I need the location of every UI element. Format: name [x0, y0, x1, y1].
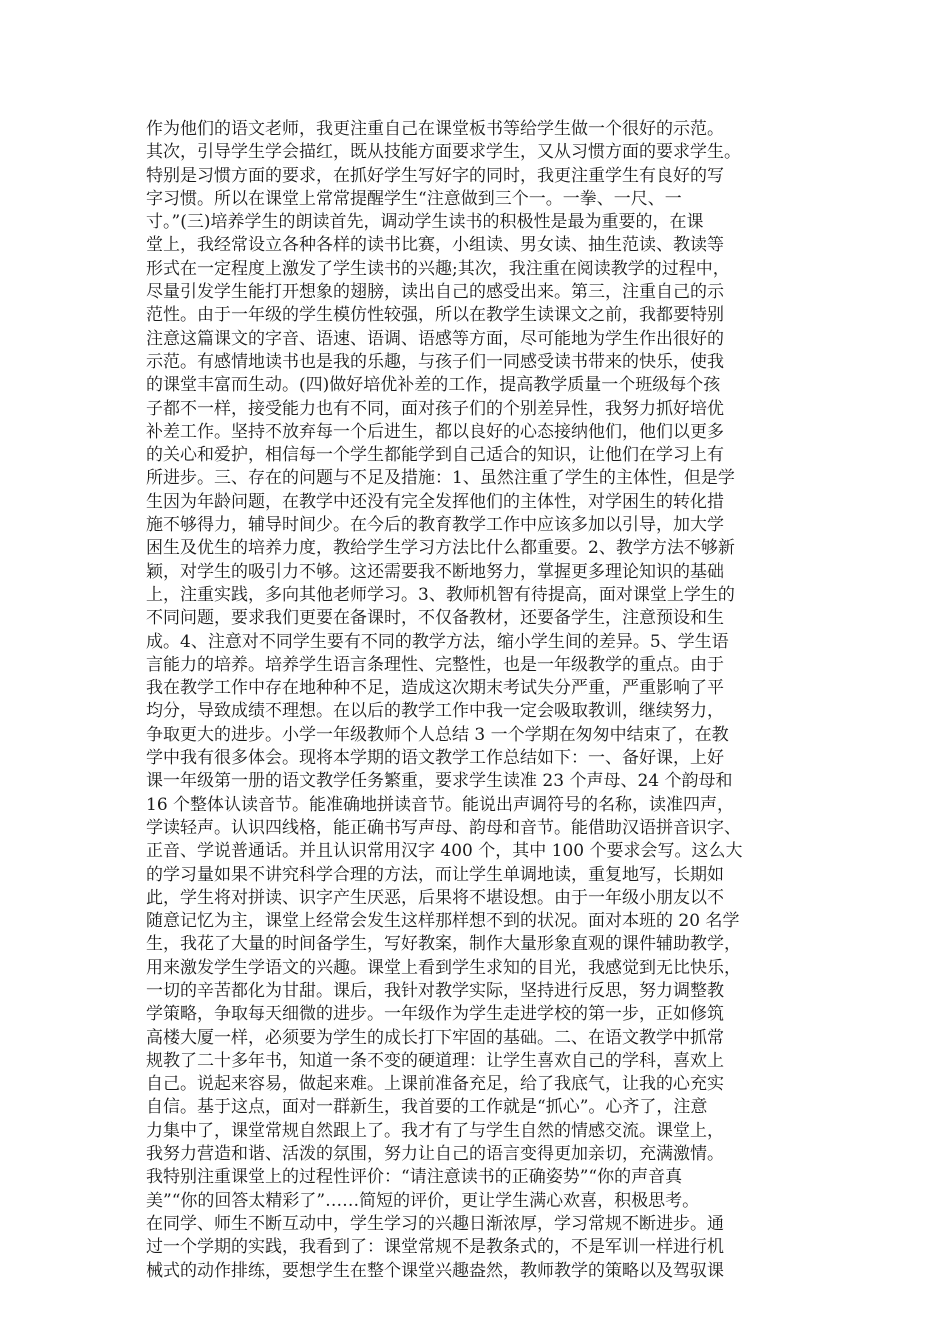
text-line: 补差工作。坚持不放弃每一个后进生，都以良好的心态接纳他们，他们以更多 [146, 421, 724, 442]
text-line: 其次，引导学生学会描红，既从技能方面要求学生，又从习惯方面的要求学生。 [146, 142, 741, 163]
text-line: 范性。由于一年级的学生模仿性较强，所以在教学生读课文之前，我都要特别 [146, 305, 724, 326]
text-line: 困生及优生的培养力度，教给学生学习方法比什么都重要。2、教学方法不够新 [146, 538, 735, 559]
text-line: 一切的辛苦都化为甘甜。课后，我针对教学实际，坚持进行反思，努力调整教 [146, 980, 724, 1001]
text-line: 均分，导致成绩不理想。在以后的教学工作中我一定会吸取教训，继续努力， [146, 701, 724, 722]
text-line: 言能力的培养。培养学生语言条理性、完整性，也是一年级教学的重点。由于 [146, 654, 724, 675]
text-line: 生，我花了大量的时间备学生，写好教案，制作大量形象直观的课件辅助教学， [146, 934, 741, 955]
text-line: 的学习量如果不讲究科学合理的方法，而让学生单调地读，重复地写，长期如 [146, 864, 724, 885]
text-line: 自信。基于这点，面对一群新生，我首要的工作就是“抓心”。心齐了，注意 [146, 1097, 708, 1118]
text-line: 课一年级第一册的语文教学任务繁重，要求学生读准 23 个声母、24 个韵母和 [146, 771, 733, 792]
text-line: 尽量引发学生能打开想象的翅膀，读出自己的感受出来。第三，注重自己的示 [146, 282, 724, 303]
text-line: 示范。有感情地读书也是我的乐趣，与孩子们一同感受读书带来的快乐，使我 [146, 351, 724, 372]
text-line: 正音、学说普通话。并且认识常用汉字 400 个，其中 100 个要求会写。这么大 [146, 841, 743, 862]
text-line: 我特别注重课堂上的过程性评价：“请注意读书的正确姿势”“你的声音真 [146, 1167, 683, 1188]
text-line: 美”“你的回答太精彩了”……简短的评价，更让学生满心欢喜，积极思考。 [146, 1190, 700, 1211]
text-line: 形式在一定程度上激发了学生读书的兴趣;其次，我注重在阅读教学的过程中， [146, 258, 730, 279]
text-line: 力集中了，课堂常规自然跟上了。我才有了与学生自然的情感交流。课堂上， [146, 1120, 724, 1141]
text-line: 的课堂丰富而生动。(四)做好培优补差的工作，提高教学质量一个班级每个孩 [146, 375, 721, 396]
text-line: 施不够得力，辅导时间少。在今后的教育教学工作中应该多加以引导，加大学 [146, 515, 724, 536]
body-text [146, 118, 806, 1283]
text-line: 的关心和爱护，相信每一个学生都能学到自己适合的知识，让他们在学习上有 [146, 445, 724, 466]
text-line: 自己。说起来容易，做起来难。上课前准备充足，给了我底气，让我的心充实 [146, 1074, 724, 1095]
text-line: 不同问题，要求我们更要在备课时，不仅备教材，还要备学生，注意预设和生 [146, 608, 724, 629]
text-line: 所进步。三、存在的问题与不足及措施：1、虽然注重了学生的主体性，但是学 [146, 468, 735, 489]
text-line: 此，学生将对拼读、识字产生厌恶，后果将不堪设想。由于一年级小朋友以不 [146, 887, 724, 908]
text-line: 争取更大的进步。小学一年级教师个人总结 3 一个学期在匆匆中结束了，在教 [146, 724, 729, 745]
text-line: 械式的动作排练，要想学生在整个课堂兴趣盎然，教师教学的策略以及驾驭课 [146, 1260, 724, 1281]
text-line: 用来激发学生学语文的兴趣。课堂上看到学生求知的目光，我感觉到无比快乐， [146, 957, 741, 978]
text-line: 学策略，争取每天细微的进步。一年级作为学生走进学校的第一步，正如修筑 [146, 1004, 724, 1025]
text-line: 寸。”(三)培养学生的朗读首先，调动学生读书的积极性是最为重要的，在课 [146, 212, 704, 233]
text-line: 注意这篇课文的字音、语速、语调、语感等方面，尽可能地为学生作出很好的 [146, 328, 724, 349]
text-line: 学中我有很多体会。现将本学期的语文教学工作总结如下：一、备好课，上好 [146, 748, 724, 769]
text-line: 成。4、注意对不同学生要有不同的教学方法，缩小学生间的差异。5、学生语 [146, 631, 729, 652]
text-line: 作为他们的语文老师，我更注重自己在课堂板书等给学生做一个很好的示范。 [146, 119, 724, 139]
text-line: 学读轻声。认识四线格，能正确书写声母、韵母和音节。能借助汉语拼音识字、 [146, 817, 741, 838]
text-line: 特别是习惯方面的要求，在抓好学生写好字的同时，我更注重学生有良好的写 [146, 165, 724, 186]
text-line: 随意记忆为主，课堂上经常会发生这样那样想不到的状况。面对本班的 20 名学 [146, 911, 740, 932]
text-line: 在同学、师生不断互动中，学生学习的兴趣日渐浓厚，学习常规不断进步。通 [146, 1213, 724, 1234]
text-line: 生因为年龄问题，在教学中还没有完全发挥他们的主体性，对学困生的转化措 [146, 491, 724, 512]
text-line: 过一个学期的实践，我看到了：课堂常规不是教条式的，不是军训一样进行机 [146, 1237, 724, 1258]
text-line: 字习惯。所以在课堂上常常提醒学生“注意做到三个一。一拳、一尺、一 [146, 188, 682, 209]
text-line: 上，注重实践，多向其他老师学习。3、教师机智有待提高，面对课堂上学生的 [146, 584, 735, 605]
text-line: 我在教学工作中存在地种种不足，造成这次期末考试失分严重，严重影响了平 [146, 678, 724, 699]
text-line: 子都不一样，接受能力也有不同，面对孩子们的个别差异性，我努力抓好培优 [146, 398, 724, 419]
text-line: 堂上，我经常设立各种各样的读书比赛，小组读、男女读、抽生范读、教读等 [146, 235, 724, 256]
text-line: 16 个整体认读音节。能准确地拼读音节。能说出声调符号的名称，读准四声， [146, 794, 735, 815]
text-line: 规教了二十多年书，知道一条不变的硬道理：让学生喜欢自己的学科，喜欢上 [146, 1050, 724, 1071]
text-line: 我努力营造和谐、活泼的氛围，努力让自己的语言变得更加亲切，充满激情。 [146, 1144, 724, 1165]
text-line: 颖，对学生的吸引力不够。这还需要我不断地努力，掌握更多理论知识的基础 [146, 561, 724, 582]
text-line: 高楼大厦一样，必须要为学生的成长打下牢固的基础。二、在语文教学中抓常 [146, 1027, 724, 1048]
